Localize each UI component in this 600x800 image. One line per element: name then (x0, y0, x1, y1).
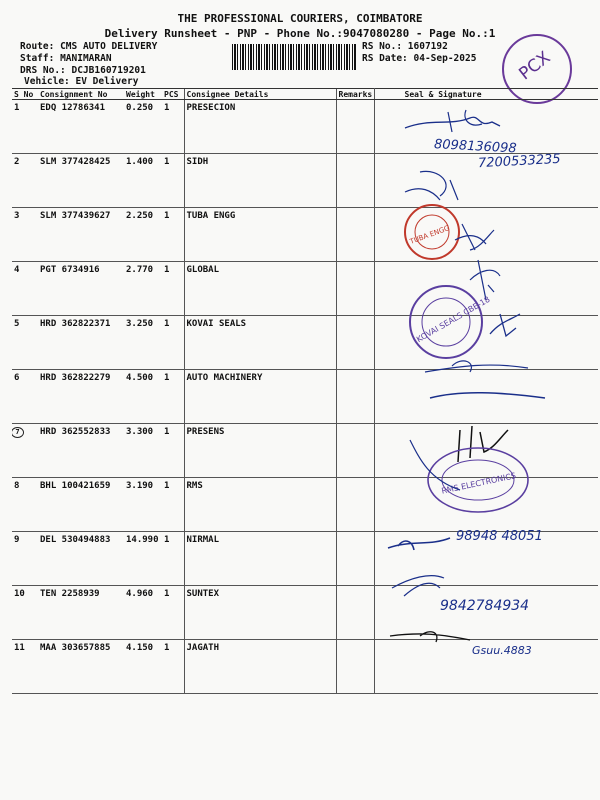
drs-line (20, 65, 146, 76)
cell-consignee: TUBA ENGG (184, 208, 336, 262)
cell-sno: 5 (12, 316, 38, 370)
cell-consignment: DEL 530494883 (38, 532, 124, 586)
cell-sno: 2 (12, 154, 38, 208)
handwritten-phone-2: 7200533235 (477, 151, 562, 172)
runsheet-subtitle: Delivery Runsheet - PNP - Phone No.:9047080280 - Page No.:1 (104, 27, 496, 40)
handwritten-phone-5: Gsuu.4883 (472, 644, 532, 657)
cell-pcs: 1 (162, 316, 184, 370)
col-header-remarks: Remarks (336, 89, 374, 100)
cell-sno: 10 (12, 586, 38, 640)
table-header-row (12, 89, 598, 100)
cell-signature (374, 100, 598, 157)
cell-weight: 2.770 (124, 262, 162, 316)
cell-remarks (336, 316, 374, 370)
drs-label: DRS No.: (20, 65, 66, 76)
rs-date-line (362, 53, 476, 64)
table-row (12, 262, 598, 316)
cell-sno: 1 (12, 100, 38, 154)
cell-pcs: 1 (162, 478, 184, 532)
table-row (12, 532, 598, 586)
cell-consignee: RMS (184, 478, 336, 532)
cell-consignment: SLM 377428425 (38, 154, 124, 208)
cell-sno: 9 (12, 532, 38, 586)
cell-consignment: TEN 2258939 (38, 586, 124, 640)
runsheet-title: THE PROFESSIONAL COURIERS, COIMBATORE (177, 12, 423, 25)
cell-weight: 3.300 (124, 424, 162, 478)
table-row (12, 316, 598, 370)
cell-weight: 14.990 (124, 532, 162, 586)
cell-consignee: SIDH (184, 154, 336, 208)
cell-remarks (336, 478, 374, 532)
table-row (12, 478, 598, 532)
cell-consignment: BHL 100421659 (38, 478, 124, 532)
vehicle-label: Vehicle: (24, 76, 70, 87)
cell-sno: 6 (12, 370, 38, 424)
cell-signature (374, 640, 598, 694)
route-label: Route: (20, 41, 55, 52)
rs-no-line (362, 41, 448, 52)
col-header-signature: Seal & Signature (374, 89, 598, 100)
cell-signature (374, 532, 598, 586)
cell-sno (12, 424, 38, 478)
runsheet-barcode (232, 44, 356, 70)
cell-weight: 4.960 (124, 586, 162, 640)
pcx-stamp-text: PCX (515, 47, 555, 85)
table-row (12, 586, 598, 640)
cell-sno: 3 (12, 208, 38, 262)
staff-value: MANIMARAN (60, 53, 112, 64)
rs-date-value: 04-Sep-2025 (413, 53, 477, 64)
staff-label: Staff: (20, 53, 55, 64)
cell-pcs: 1 (162, 586, 184, 640)
cell-sno: 4 (12, 262, 38, 316)
table-row (12, 208, 598, 262)
cell-signature (374, 424, 598, 478)
cell-pcs: 1 (162, 640, 184, 694)
rs-no-label: RS No.: (362, 41, 403, 52)
cell-consignment: HRD 362822371 (38, 316, 124, 370)
cell-remarks (336, 262, 374, 316)
circled-sno: 7 (12, 427, 24, 438)
cell-pcs: 1 (162, 208, 184, 262)
cell-weight: 1.400 (124, 154, 162, 208)
table-row (12, 100, 598, 154)
cell-consignment: PGT 6734916 (38, 262, 124, 316)
cell-weight: 0.250 (124, 100, 162, 154)
cell-consignment: MAA 303657885 (38, 640, 124, 694)
table-row (12, 154, 598, 208)
cell-weight: 3.250 (124, 316, 162, 370)
cell-consignment: HRD 362822279 (38, 370, 124, 424)
cell-signature (374, 586, 598, 640)
cell-weight: 4.500 (124, 370, 162, 424)
handwritten-phone-1: 8098136098 (433, 137, 518, 157)
handwritten-phone-4: 9842784934 (440, 598, 530, 614)
rs-no-value: 1607192 (407, 41, 448, 52)
cell-pcs: 1 (162, 532, 184, 586)
cell-consignee: PRESECION (184, 100, 336, 154)
cell-pcs: 1 (162, 100, 184, 154)
cell-signature (374, 262, 598, 316)
tuba-seal-text: TUBA ENGG (408, 224, 451, 246)
cell-sno: 11 (12, 640, 38, 694)
cell-consignment: HRD 362552833 (38, 424, 124, 478)
kovai-seal-text: KOVAI SEALS CBE-18 (415, 294, 492, 345)
col-header-consignee: Consignee Details (184, 89, 336, 100)
cell-pcs: 1 (162, 262, 184, 316)
cell-consignee: NIRMAL (184, 532, 336, 586)
table-row (12, 640, 598, 694)
runsheet-table (12, 88, 598, 694)
table-row (12, 424, 598, 478)
cell-pcs: 1 (162, 370, 184, 424)
cell-pcs: 1 (162, 154, 184, 208)
drs-value: DCJB160719201 (71, 65, 146, 76)
vehicle-line (24, 76, 138, 87)
route-line (20, 41, 157, 52)
handwritten-phone-3: 98948 48051 (456, 529, 543, 544)
cell-consignment: SLM 377439627 (38, 208, 124, 262)
rs-date-label: RS Date: (362, 53, 408, 64)
cell-remarks (336, 370, 374, 424)
cell-signature (374, 478, 598, 532)
cell-signature (374, 316, 598, 370)
rms-seal-text: RMS ELECTRONICS (440, 471, 517, 496)
cell-consignee: JAGATH (184, 640, 336, 694)
cell-consignee: PRESENS (184, 424, 336, 478)
col-header-weight: Weight (124, 89, 162, 100)
cell-signature (374, 370, 598, 424)
cell-signature (374, 208, 598, 262)
cell-signature (374, 151, 598, 208)
cell-weight: 2.250 (124, 208, 162, 262)
cell-remarks (336, 100, 374, 154)
cell-consignee: GLOBAL (184, 262, 336, 316)
cell-weight: 3.190 (124, 478, 162, 532)
cell-consignee: SUNTEX (184, 586, 336, 640)
col-header-consignment: Consignment No (38, 89, 124, 100)
col-header-sno: S No (12, 89, 38, 100)
cell-consignee: KOVAI SEALS (184, 316, 336, 370)
cell-weight: 4.150 (124, 640, 162, 694)
cell-consignee: AUTO MACHINERY (184, 370, 336, 424)
cell-pcs: 1 (162, 424, 184, 478)
cell-remarks (336, 532, 374, 586)
cell-remarks (336, 640, 374, 694)
table-row (12, 370, 598, 424)
cell-sno: 8 (12, 478, 38, 532)
vehicle-value: EV Delivery (75, 76, 139, 87)
cell-consignment: EDQ 12786341 (38, 100, 124, 154)
cell-remarks (336, 424, 374, 478)
col-header-pcs: PCS (162, 89, 184, 100)
cell-remarks (336, 154, 374, 208)
staff-line (20, 53, 112, 64)
route-value: CMS AUTO DELIVERY (60, 41, 158, 52)
cell-remarks (336, 586, 374, 640)
cell-remarks (336, 208, 374, 262)
